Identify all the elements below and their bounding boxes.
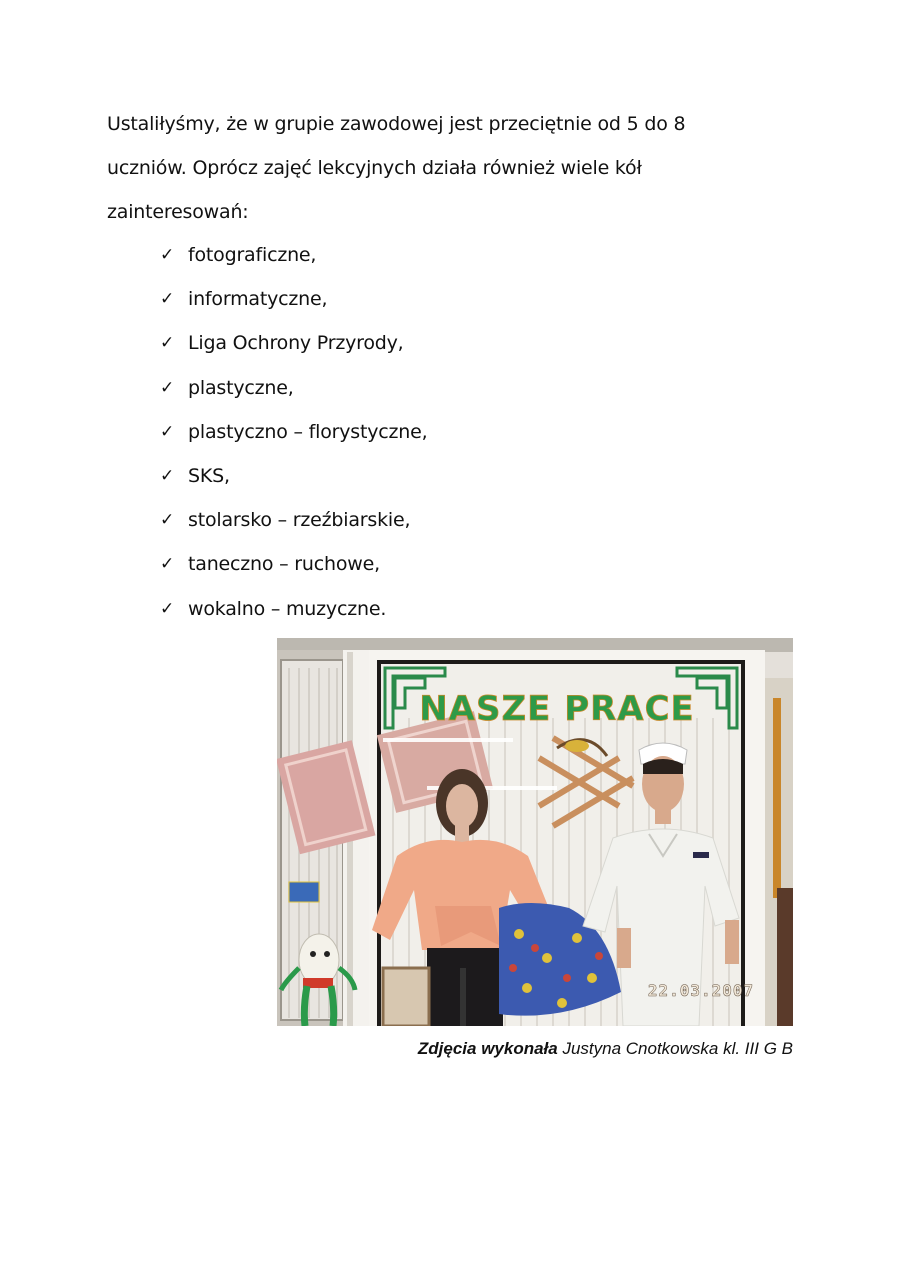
list-item-label: wokalno – muzyczne. xyxy=(188,597,387,620)
shop-window-photo xyxy=(277,638,793,1026)
check-icon: ✓ xyxy=(160,245,175,265)
list-item xyxy=(160,552,427,596)
date-stamp: 22.03.2007 xyxy=(647,981,755,1000)
sign-text: NASZE PRACE xyxy=(419,689,695,729)
list-item xyxy=(160,597,427,641)
check-icon: ✓ xyxy=(160,465,175,486)
list-item xyxy=(160,243,427,287)
paragraph-line-2: uczniów. Oprócz zajęć lekcyjnych działa również wiele kół xyxy=(107,157,642,179)
list-item xyxy=(160,508,427,552)
check-icon: ✓ xyxy=(160,510,175,531)
list-item-label: plastyczno – florystyczne, xyxy=(188,420,428,443)
check-icon: ✓ xyxy=(160,377,175,398)
list-item-label: taneczno – ruchowe, xyxy=(188,553,380,576)
check-icon: ✓ xyxy=(160,421,175,442)
caption-author-label: Zdjęcia wykonała xyxy=(417,1039,558,1058)
caption-author-name: Justyna Cnotkowska kl. III G B xyxy=(557,1039,793,1058)
list-item xyxy=(160,420,427,464)
check-icon: ✓ xyxy=(160,333,175,354)
check-icon: ✓ xyxy=(160,598,175,619)
list-item-label: SKS, xyxy=(188,464,230,487)
list-item xyxy=(160,287,427,331)
check-icon: ✓ xyxy=(160,554,175,575)
list-item xyxy=(160,376,427,420)
list-item-label: plastyczne, xyxy=(188,376,294,399)
list-item xyxy=(160,331,427,375)
paragraph-line-3: zainteresowań: xyxy=(107,201,249,223)
interest-groups-list xyxy=(160,243,427,641)
list-item-label: informatyczne, xyxy=(188,288,328,311)
check-icon: ✓ xyxy=(160,289,175,310)
list-item-label: stolarsko – rzeźbiarskie, xyxy=(188,509,411,532)
photo-caption xyxy=(418,1038,793,1060)
list-item xyxy=(160,464,427,508)
list-item-label: Liga Ochrony Przyrody, xyxy=(188,332,404,355)
list-item-label: fotograficzne, xyxy=(188,244,317,266)
paragraph-line-1: Ustaliłyśmy, że w grupie zawodowej jest przeciętnie od 5 do 8 xyxy=(107,113,686,135)
